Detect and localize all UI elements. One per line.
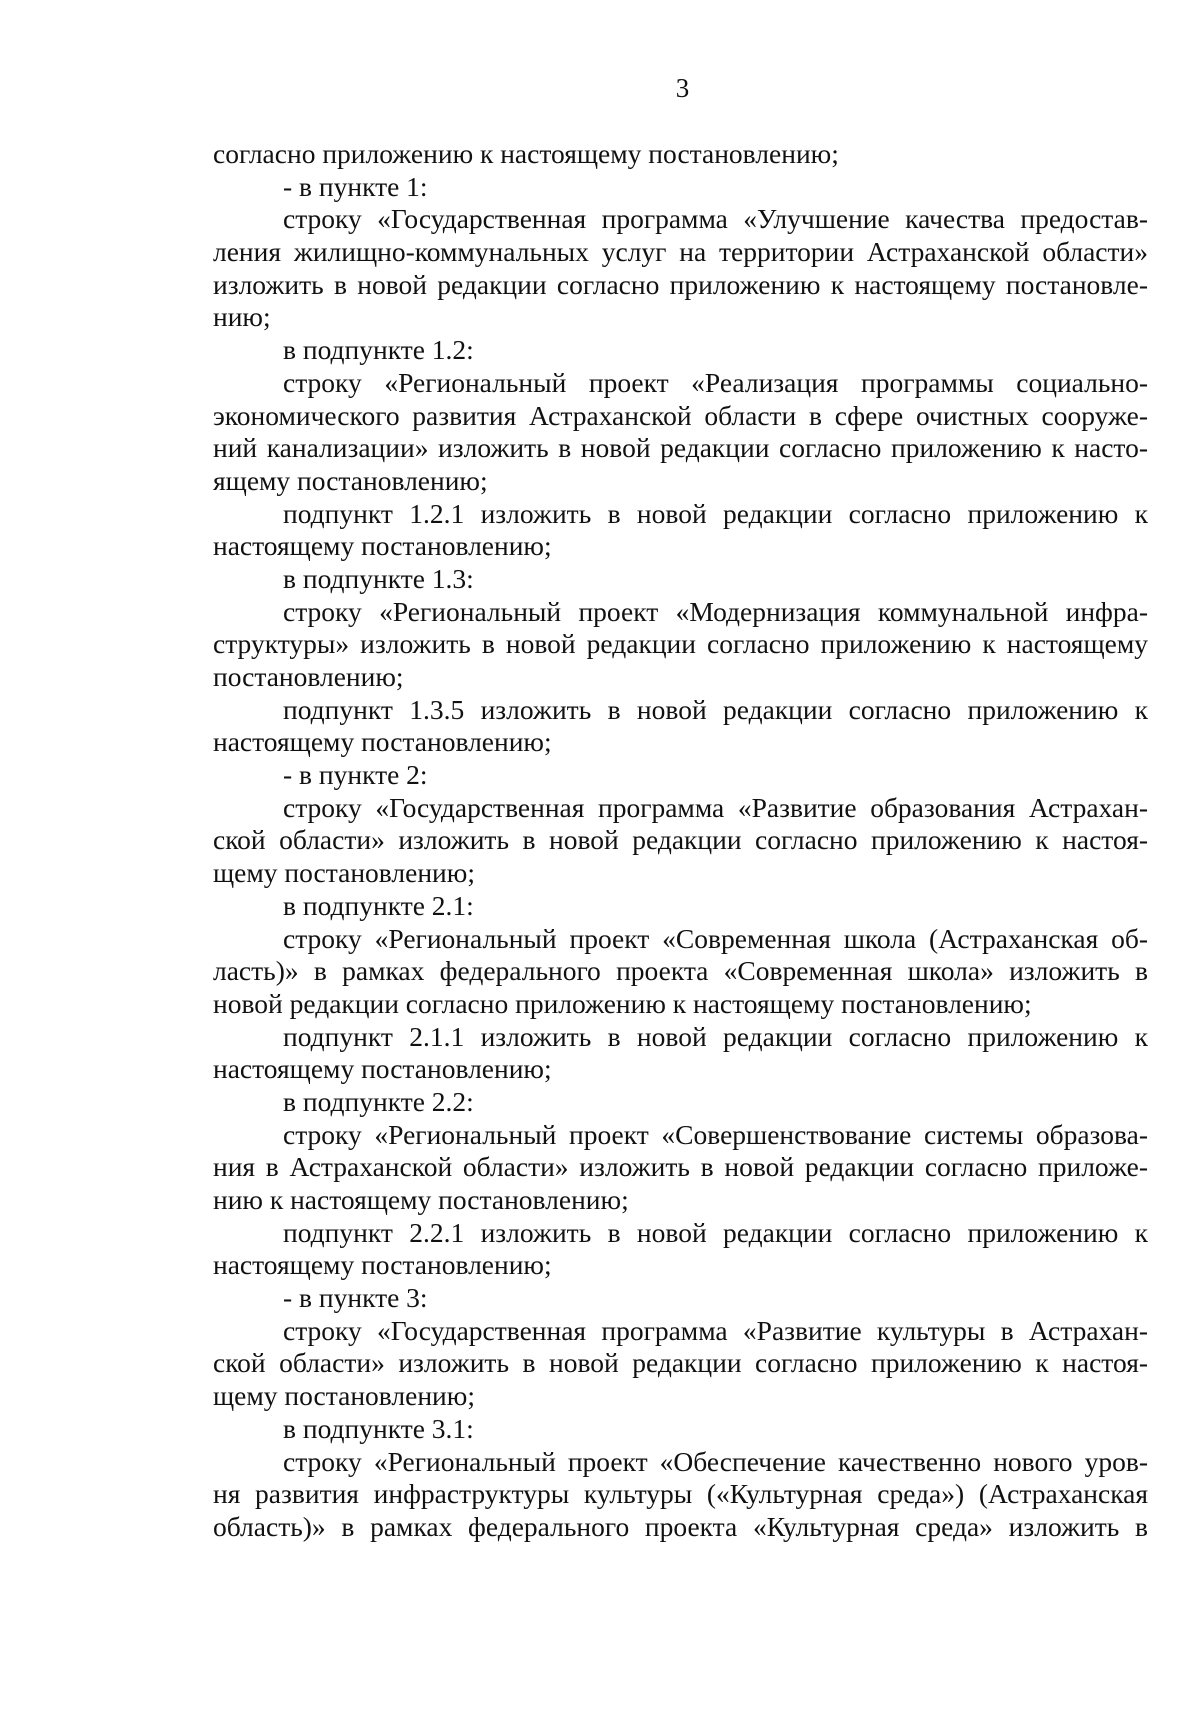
text-line: настоящему постановлению; xyxy=(213,1053,552,1085)
text-line: - в пункте 2: xyxy=(283,759,428,791)
text-line: подпункт 2.2.1 изложить в новой редакции согласно приложению к xyxy=(283,1216,1148,1248)
text-line: нию; xyxy=(213,301,271,333)
text-line: новой редакции согласно приложению к настоящему постановлению; xyxy=(213,987,1032,1019)
text-line: в подпункте 1.3: xyxy=(283,562,474,594)
text-line: в подпункте 2.1: xyxy=(283,889,474,921)
text-line: область)» в рамках федерального проекта «Культурная среда» изложить в xyxy=(213,1510,1148,1542)
text-line: подпункт 2.1.1 изложить в новой редакции согласно приложению к xyxy=(283,1020,1148,1052)
text-line: структуры» изложить в новой редакции согласно приложению к настоящему xyxy=(213,628,1148,660)
text-line: изложить в новой редакции согласно приложению к настоящему постановле- xyxy=(213,268,1148,300)
text-line: ления жилищно-коммунальных услуг на территории Астраханской области» xyxy=(213,236,1148,268)
text-line: ний канализации» изложить в новой редакции согласно приложению к насто- xyxy=(213,432,1148,464)
text-line: щему постановлению; xyxy=(213,1380,475,1412)
text-line: в подпункте 3.1: xyxy=(283,1412,474,1444)
text-line: ской области» изложить в новой редакции согласно приложению к настоя- xyxy=(213,824,1148,856)
text-line: подпункт 1.2.1 изложить в новой редакции согласно приложению к xyxy=(283,497,1148,529)
text-line: ня развития инфраструктуры культуры («Культурная среда») (Астраханская xyxy=(213,1478,1148,1510)
text-line: настоящему постановлению; xyxy=(213,726,552,758)
text-line: строку «Региональный проект «Обеспечение качественно нового уров- xyxy=(283,1445,1148,1477)
text-line: ласть)» в рамках федерального проекта «Современная школа» изложить в xyxy=(213,955,1148,987)
text-line: ния в Астраханской области» изложить в новой редакции согласно приложе- xyxy=(213,1151,1148,1183)
text-line: подпункт 1.3.5 изложить в новой редакции согласно приложению к xyxy=(283,693,1148,725)
text-line: постановлению; xyxy=(213,661,404,692)
text-line: ской области» изложить в новой редакции согласно приложению к настоя- xyxy=(213,1347,1148,1379)
text-line: щему постановлению; xyxy=(213,857,475,889)
text-line: строку «Региональный проект «Совершенствование системы образова- xyxy=(283,1118,1148,1150)
text-line: - в пункте 3: xyxy=(283,1282,428,1314)
text-line: согласно приложению к настоящему постановлению; xyxy=(213,138,839,169)
text-line: в подпункте 2.2: xyxy=(283,1085,474,1117)
text-line: в подпункте 1.2: xyxy=(283,334,474,366)
text-line: строку «Государственная программа «Улучшение качества предостав- xyxy=(283,203,1148,235)
text-line: строку «Региональный проект «Современная школа (Астраханская об- xyxy=(283,922,1148,954)
text-line: настоящему постановлению; xyxy=(213,1249,552,1281)
text-line: нию к настоящему постановлению; xyxy=(213,1184,629,1215)
page-number: 3 xyxy=(675,73,690,103)
text-line: ящему постановлению; xyxy=(213,464,488,496)
text-line: строку «Государственная программа «Развитие образования Астрахан- xyxy=(283,791,1148,823)
text-line: настоящему постановлению; xyxy=(213,530,552,562)
text-line: - в пункте 1: xyxy=(283,170,428,202)
body-text xyxy=(213,138,1148,1544)
text-line: экономического развития Астраханской области в сфере очистных сооруже- xyxy=(213,399,1148,431)
text-line: строку «Региональный проект «Модернизация коммунальной инфра- xyxy=(283,595,1148,627)
text-line: строку «Региональный проект «Реализация программы социально- xyxy=(283,366,1148,398)
text-line: строку «Государственная программа «Развитие культуры в Астрахан- xyxy=(283,1314,1148,1346)
